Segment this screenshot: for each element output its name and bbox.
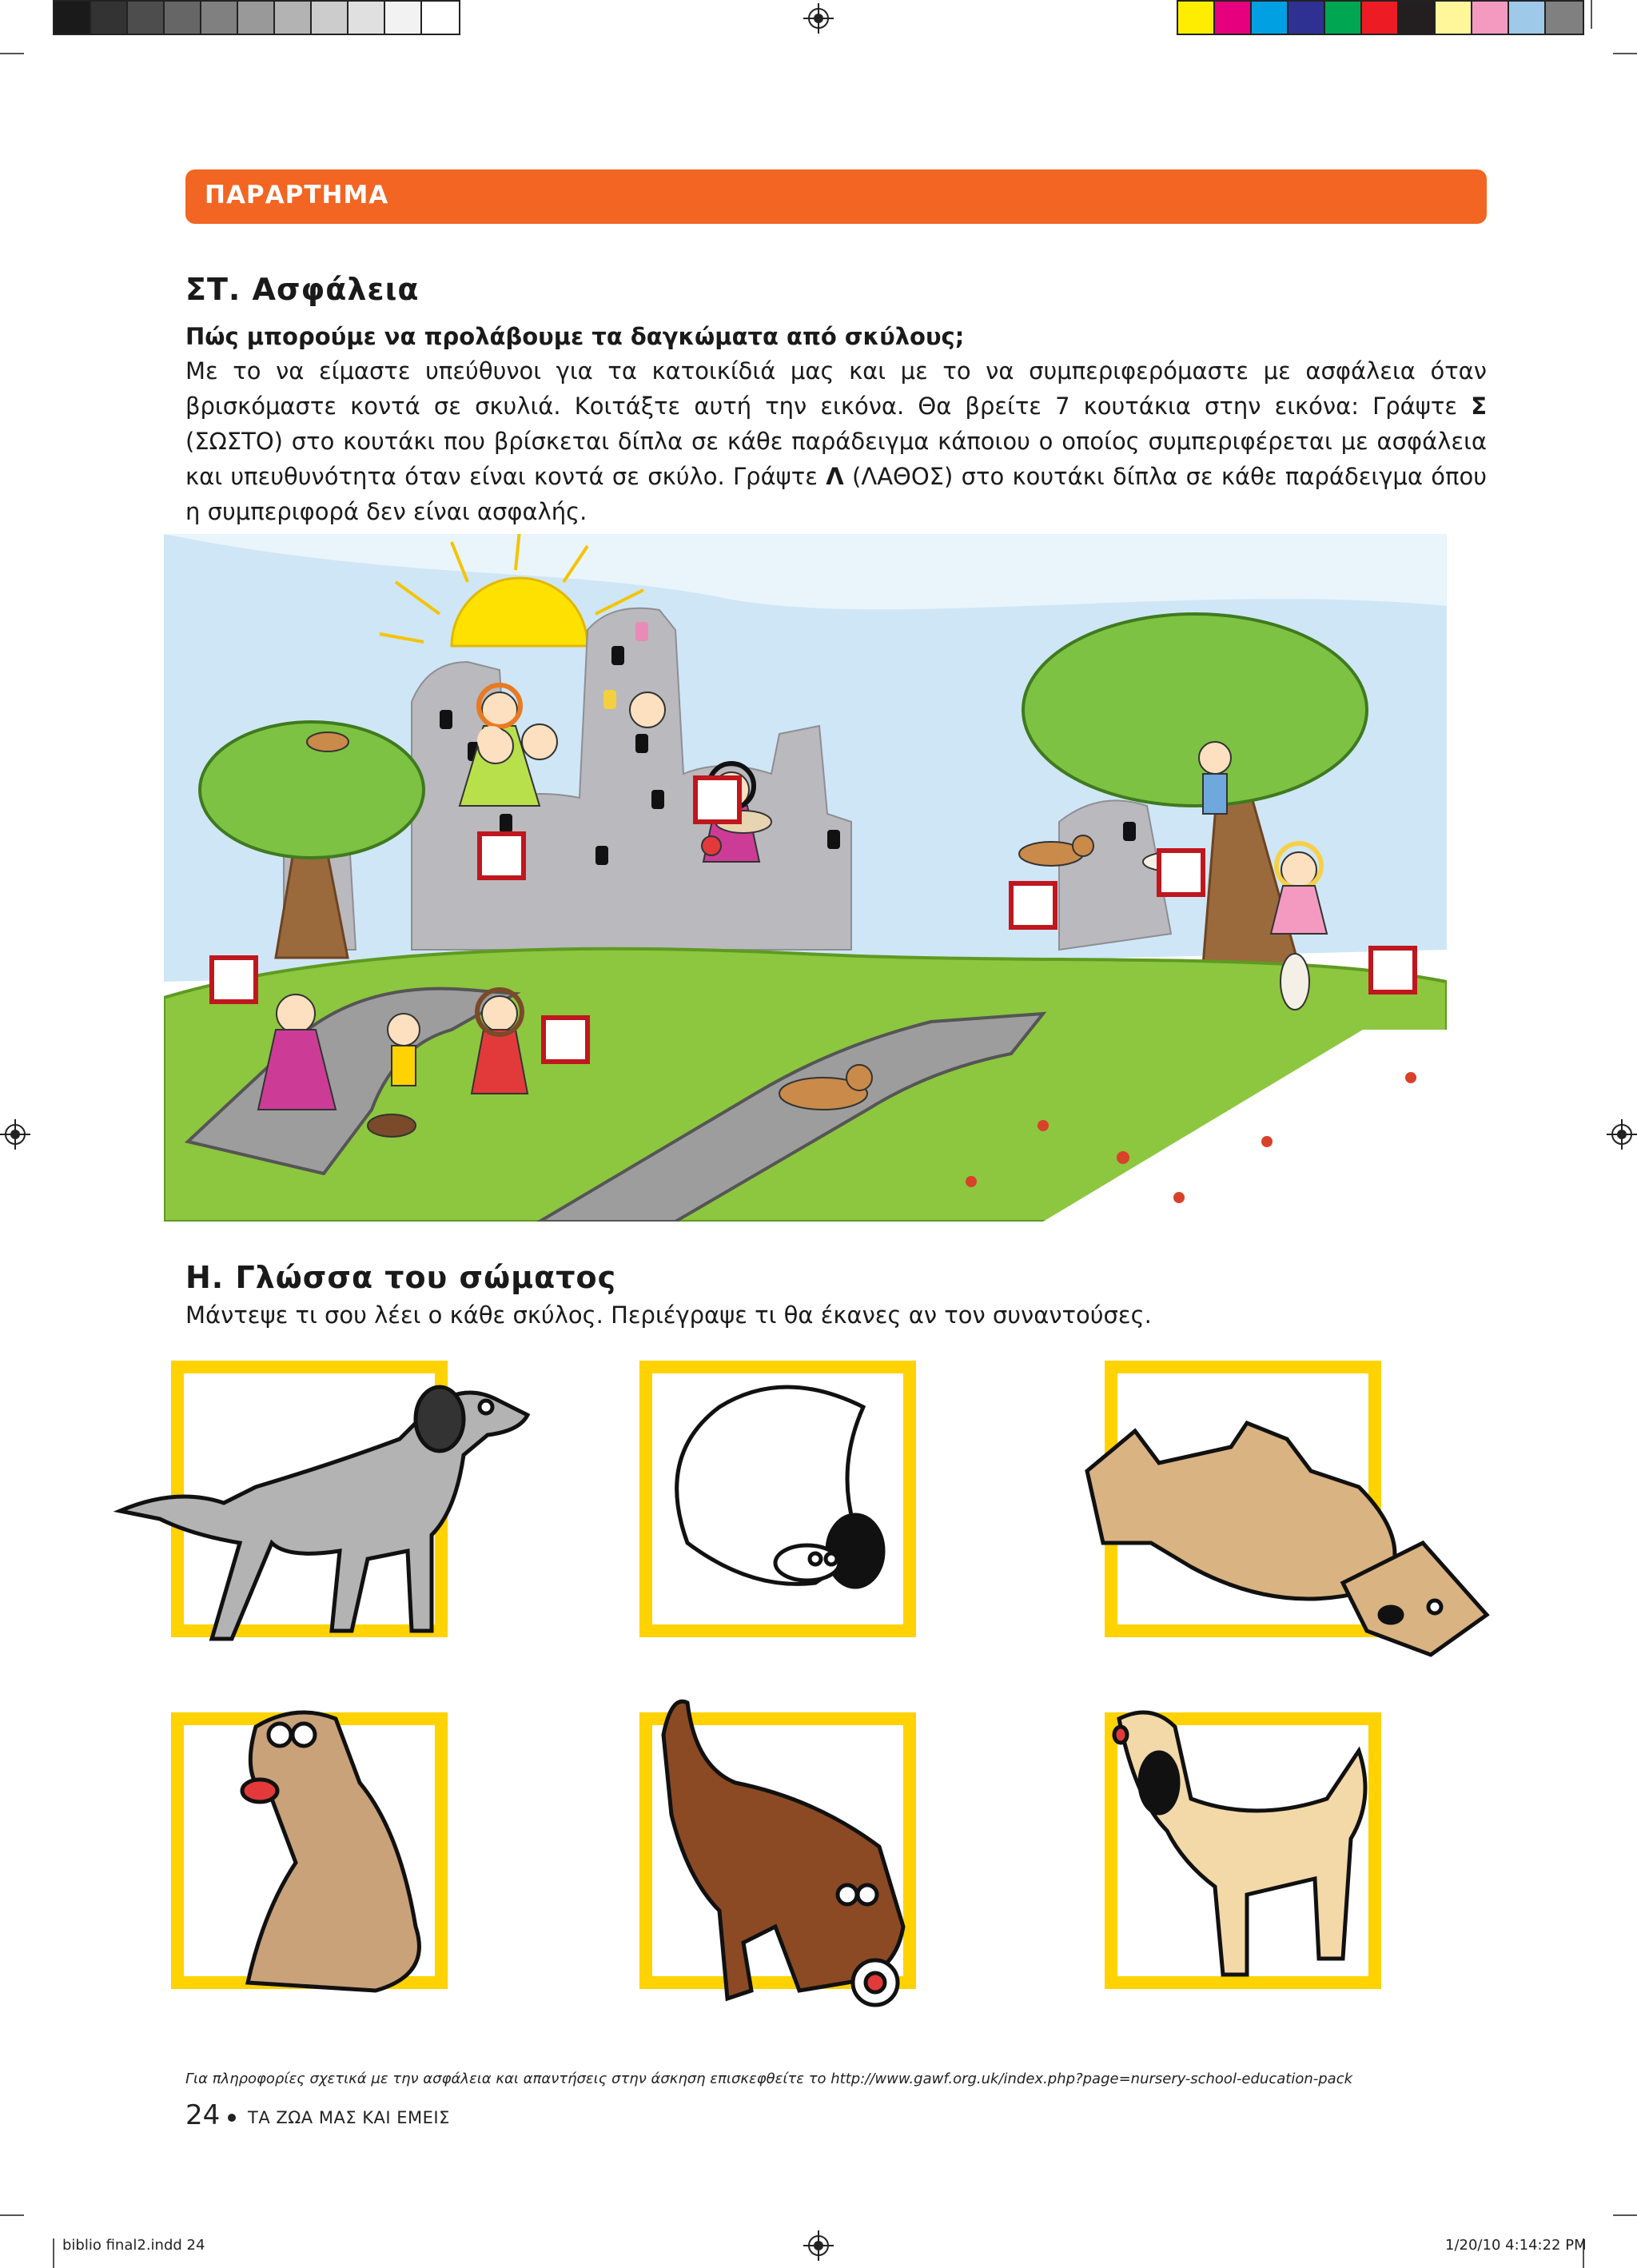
- slug-timestamp: 1/20/10 4:14:22 PM: [1445, 2237, 1587, 2254]
- dog-sitting-tan: [242, 1712, 419, 1991]
- appendix-banner: [185, 169, 1487, 224]
- dog-curled-white: [677, 1387, 883, 1587]
- trim-mark: [0, 2214, 24, 2216]
- registration-mark-icon: [0, 1119, 30, 1150]
- dog-rolled-over-tan: [1087, 1423, 1487, 1655]
- para-text-2: (ΣΩΣΤΟ) στο κουτάκι που βρίσκεται δίπλα σε κάθε παράδειγμα κάποιου ο οποίος συμπεριφέρεται με ασφάλεια και υπευθυνότητα όταν είναι κοντά σε σκύλο. Γράψτε: [185, 428, 1487, 490]
- letter-correct: Σ: [1471, 393, 1487, 420]
- footnote-resources: Για πληροφορίες σχετικά με την ασφάλεια και απαντήσεις στην άσκηση επισκεφθείτε το http://www.gawf.org.uk/index.php?page=nursery-school-education-pack: [185, 2071, 1353, 2087]
- letter-wrong: Λ: [826, 463, 844, 490]
- slug-file-name: biblio final2.indd 24: [62, 2237, 205, 2254]
- registration-mark-icon: [1607, 1119, 1637, 1150]
- answer-box[interactable]: [695, 778, 739, 822]
- registration-mark-icon: [803, 3, 834, 34]
- trim-mark: [0, 53, 24, 54]
- answer-box[interactable]: [1371, 948, 1415, 992]
- answer-box[interactable]: [212, 958, 256, 1002]
- section-body-language-title: Η. Γλώσσα του σώματος: [185, 1260, 617, 1295]
- grayscale-color-bar: [53, 0, 460, 35]
- section-safety-question: Πώς μπορούμε να προλάβουμε τα δαγκώματα από σκύλους;: [185, 323, 965, 350]
- ball-icon: [702, 836, 721, 855]
- trim-mark: [53, 2238, 54, 2268]
- answer-box[interactable]: [480, 834, 524, 878]
- answer-box[interactable]: [544, 1018, 587, 1062]
- bullet-separator: [228, 2114, 236, 2122]
- answer-box[interactable]: [1159, 851, 1203, 895]
- dog-body-language-panels: [112, 1351, 1519, 2079]
- process-color-bar: [1177, 0, 1584, 35]
- book-title: ΤΑ ΖΩΑ ΜΑΣ ΚΑΙ ΕΜΕΙΣ: [248, 2108, 450, 2127]
- trim-mark: [1613, 2214, 1637, 2216]
- dog-standing-cream: [1114, 1712, 1365, 1975]
- page-number: 24: [185, 2099, 221, 2131]
- section-safety-paragraph: [185, 353, 1487, 529]
- dog-play-bow-brown: [663, 1701, 903, 2005]
- appendix-banner-label: ΠΑΡΑΡΤΗΜΑ: [205, 181, 389, 209]
- park-scene-illustration: [164, 534, 1447, 1222]
- section-safety-title: ΣΤ. Ασφάλεια: [185, 272, 420, 307]
- registration-mark-icon: [803, 2230, 834, 2261]
- trim-mark: [1613, 53, 1637, 54]
- para-text-1: Με το να είμαστε υπεύθυνοι για τα κατοικίδιά μας και με το να συμπεριφερόμαστε με ασφάλεια όταν βρισκόμαστε κοντά σε σκυλιά. Κοιτάξτε αυτή την εικόνα. Θα βρείτε 7 κουτάκια στην εικόνα: Γράψτε: [185, 357, 1487, 420]
- para-text-3: (ΛΑΘΟΣ) στο κουτάκι δίπλα σε κάθε παράδειγμα όπου η συμπεριφορά δεν είναι ασφαλής.: [185, 463, 1487, 525]
- section-body-language-instruction: Μάντεψε τι σου λέει ο κάθε σκύλος. Περιέγραψε τι θα έκανες αν τον συναντούσες.: [185, 1301, 1152, 1329]
- answer-box[interactable]: [1011, 883, 1055, 927]
- trim-mark: [1591, 0, 1592, 29]
